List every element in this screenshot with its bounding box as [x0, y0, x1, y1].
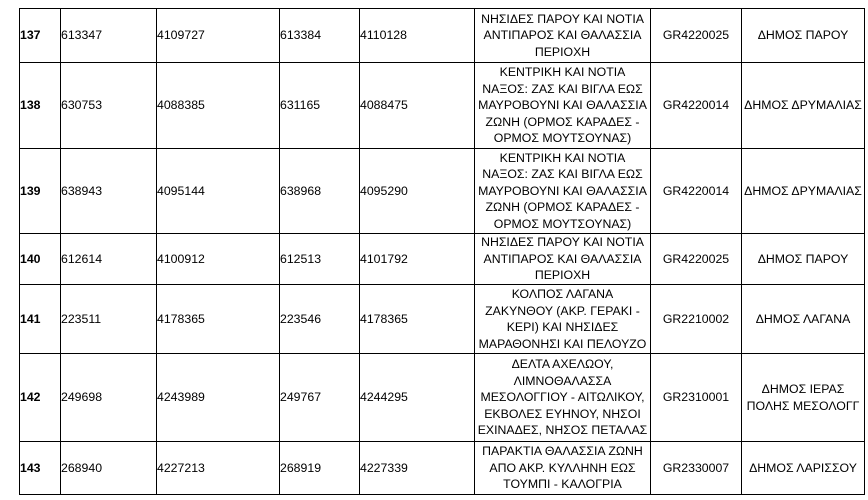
table-row	[20, 285, 865, 354]
x2-cell: 631165	[280, 63, 360, 149]
x2-cell: 249767	[280, 354, 360, 442]
x1-cell: 223511	[61, 285, 157, 354]
area-name-cell	[475, 442, 651, 495]
municipality-cell	[742, 354, 865, 442]
area-line: ΠΑΡΑΚΤΙΑ ΘΑΛΑΣΣΙΑ ΖΩΝΗ	[482, 444, 643, 459]
area-name-cell	[475, 285, 651, 354]
municipality-line: ΔΗΜΟΣ ΔΡΥΜΑΛΙΑΣ	[744, 98, 862, 113]
site-code-cell: GR4220014	[651, 149, 742, 234]
row-id: 143	[20, 442, 61, 495]
area-line: ΑΝΤΙΠΑΡΟΣ ΚΑΙ ΘΑΛΑΣΣΙΑ	[483, 28, 642, 43]
area-line: ΚΕΡΙ) ΚΑΙ ΝΗΣΙΔΕΣ	[506, 320, 619, 334]
x1-cell: 638943	[61, 149, 157, 234]
area-line: ΖΑΚΥΝΘΟΥ (ΑΚΡ. ΓΕΡΑΚΙ -	[485, 303, 640, 318]
y1-cell: 4243989	[157, 354, 280, 442]
area-line: ΟΡΜΟΣ ΜΟΥΤΣΟΥΝΑΣ)	[493, 216, 632, 231]
y1-cell: 4088385	[157, 63, 280, 149]
municipality-cell	[742, 234, 865, 285]
municipality-line: ΔΗΜΟΣ ΙΕΡΑΣ	[761, 382, 845, 396]
table-row	[20, 9, 865, 63]
site-code-cell: GR4220014	[651, 63, 742, 149]
municipality-line: ΔΗΜΟΣ ΛΑΓΑΝΑ	[755, 311, 851, 326]
area-line: ΝΗΣΙΔΕΣ ΠΑΡΟΥ ΚΑΙ ΝΟΤΙΑ	[481, 11, 644, 26]
y1-cell: 4178365	[157, 285, 280, 354]
area-line: ΜΑΥΡΟΒΟΥΝΙ ΚΑΙ ΘΑΛΑΣΣΙΑ	[478, 183, 647, 198]
y1-cell: 4095144	[157, 149, 280, 234]
x1-cell: 613347	[61, 9, 157, 63]
area-line: ΖΩΝΗ (ΟΡΜΟΣ ΚΑΡΑΔΕΣ -	[485, 200, 640, 215]
area-line: ΔΕΛΤΑ ΑΧΕΛΩΟΥ,	[511, 357, 614, 372]
table-row	[20, 234, 865, 285]
area-line: ΛΙΜΝΟΘΑΛΑΣΣΑ	[513, 373, 612, 388]
area-line: ΟΡΜΟΣ ΜΟΥΤΣΟΥΝΑΣ)	[493, 131, 632, 146]
area-name-cell	[475, 9, 651, 63]
area-line: ΖΩΝΗ (ΟΡΜΟΣ ΚΑΡΑΔΕΣ -	[485, 114, 640, 129]
area-line: ΠΕΡΙΟΧΗ	[534, 44, 591, 59]
area-line: ΑΝΤΙΠΑΡΟΣ ΚΑΙ ΘΑΛΑΣΣΙΑ	[483, 251, 642, 266]
row-id: 141	[20, 285, 61, 354]
x1-cell: 630753	[61, 63, 157, 149]
municipality-cell	[742, 285, 865, 354]
area-line: ΝΑΞΟΣ: ΖΑΣ ΚΑΙ ΒΙΓΛΑ ΕΩΣ	[482, 167, 643, 182]
row-id: 138	[20, 63, 61, 149]
area-line: ΜΑΥΡΟΒΟΥΝΙ ΚΑΙ ΘΑΛΑΣΣΙΑ	[478, 98, 647, 113]
municipality-cell	[742, 9, 865, 63]
coordinates-table	[19, 8, 865, 495]
x2-cell: 638968	[280, 149, 360, 234]
area-line: ΜΑΡΑΘΟΝΗΣΙ ΚΑΙ ΠΕΛΟΥΖΟ	[478, 336, 647, 351]
x1-cell: 268940	[61, 442, 157, 495]
table-row	[20, 149, 865, 234]
x2-cell: 613384	[280, 9, 360, 63]
row-id: 140	[20, 234, 61, 285]
municipality-cell	[742, 442, 865, 495]
y2-cell: 4088475	[360, 63, 475, 149]
municipality-cell	[742, 149, 865, 234]
site-code-cell: GR4220025	[651, 234, 742, 285]
y2-cell: 4101792	[360, 234, 475, 285]
area-line: ΕΚΒΟΛΕΣ ΕΥΗΝΟΥ, ΝΗΣΟΙ	[484, 406, 641, 421]
municipality-line: ΔΗΜΟΣ ΔΡΥΜΑΛΙΑΣ	[744, 183, 862, 198]
x2-cell: 268919	[280, 442, 360, 495]
row-id: 142	[20, 354, 61, 442]
y1-cell: 4109727	[157, 9, 280, 63]
area-line: ΜΕΣΟΛΟΓΓΙΟΥ - ΑΙΤΩΛΙΚΟΥ,	[480, 390, 645, 405]
y2-cell: 4178365	[360, 285, 475, 354]
row-id: 137	[20, 9, 61, 63]
y2-cell: 4110128	[360, 9, 475, 63]
municipality-line: ΔΗΜΟΣ ΛΑΡΙΣΣΟΥ	[749, 460, 857, 475]
x2-cell: 612513	[280, 234, 360, 285]
area-line: ΝΑΞΟΣ: ΖΑΣ ΚΑΙ ΒΙΓΛΑ ΕΩΣ	[482, 81, 643, 96]
site-code-cell: GR2210002	[651, 285, 742, 354]
area-line: ΑΠΟ ΑΚΡ. ΚΥΛΛΗΝΗ ΕΩΣ	[489, 460, 636, 475]
y2-cell: 4095290	[360, 149, 475, 234]
area-line: ΚΕΝΤΡΙΚΗ ΚΑΙ ΝΟΤΙΑ	[499, 65, 626, 80]
table-row	[20, 442, 865, 495]
table-row	[20, 63, 865, 149]
x1-cell: 612614	[61, 234, 157, 285]
area-line: ΕΧΙΝΑΔΕΣ, ΝΗΣΟΣ ΠΕΤΑΛΑΣ	[477, 423, 648, 438]
site-code-cell: GR4220025	[651, 9, 742, 63]
y1-cell: 4227213	[157, 442, 280, 495]
x2-cell: 223546	[280, 285, 360, 354]
area-line: ΚΕΝΤΡΙΚΗ ΚΑΙ ΝΟΤΙΑ	[499, 150, 626, 165]
site-code-cell: GR2330007	[651, 442, 742, 495]
area-name-cell	[475, 234, 651, 285]
row-id: 139	[20, 149, 61, 234]
area-name-cell	[475, 63, 651, 149]
area-line: ΚΟΛΠΟΣ ΛΑΓΑΝΑ	[511, 287, 614, 301]
area-line: ΠΕΡΙΟΧΗ	[534, 268, 591, 283]
area-name-cell	[475, 354, 651, 442]
municipality-line: ΔΗΜΟΣ ΠΑΡΟΥ	[757, 251, 849, 266]
municipality-line: ΔΗΜΟΣ ΠΑΡΟΥ	[757, 28, 849, 43]
y1-cell: 4100912	[157, 234, 280, 285]
table-row	[20, 354, 865, 442]
area-line: ΤΟΥΜΠΙ - ΚΑΛΟΓΡΙΑ	[503, 477, 622, 492]
site-code-cell: GR2310001	[651, 354, 742, 442]
area-name-cell	[475, 149, 651, 234]
x1-cell: 249698	[61, 354, 157, 442]
y2-cell: 4244295	[360, 354, 475, 442]
municipality-line: ΠΟΛΗΣ ΜΕΣΟΛΟΓΓ	[746, 398, 860, 413]
y2-cell: 4227339	[360, 442, 475, 495]
area-line: ΝΗΣΙΔΕΣ ΠΑΡΟΥ ΚΑΙ ΝΟΤΙΑ	[481, 235, 644, 250]
municipality-cell	[742, 63, 865, 149]
